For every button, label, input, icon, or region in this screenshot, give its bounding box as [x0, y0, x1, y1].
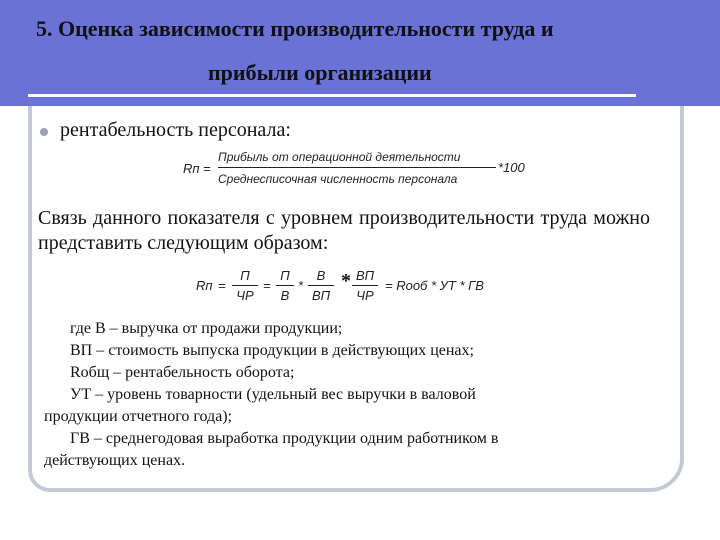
formula1-lhs: Rп — [183, 161, 200, 176]
bullet-text: рентабельность персонала: — [60, 119, 291, 141]
formula2-equals: = — [218, 278, 226, 293]
formula2-multiply-2: * — [341, 270, 351, 292]
fraction1-numerator: П — [240, 268, 250, 283]
definition-line: ГВ – среднегодовая выработка продукции одним работником в — [70, 430, 499, 447]
fraction2-numerator: П — [280, 268, 290, 283]
title-banner — [0, 0, 720, 106]
definition-line: ВП – стоимость выпуска продукции в действующих ценах; — [70, 342, 474, 359]
definition-line: Rобщ – рентабельность оборота; — [70, 364, 295, 381]
definition-line: действующих ценах. — [44, 452, 186, 469]
formula2-fraction-2 — [276, 268, 294, 303]
fraction3-denominator: ВП — [311, 288, 331, 303]
formula2-equals-2: = — [263, 278, 271, 293]
slide-title-line1: 5. Оценка зависимости производительности труда и — [36, 16, 554, 41]
slide-title-line2: прибыли организации — [208, 60, 432, 85]
formula2-fraction-4 — [352, 268, 378, 303]
definition-line: УТ – уровень товарности (удельный вес выручки в валовой — [70, 386, 476, 403]
bullet-icon — [40, 128, 48, 136]
title-underline — [28, 94, 636, 97]
formula1-denominator: Среднесписочная численность персонала — [218, 172, 458, 186]
fraction1-denominator: ЧР — [236, 288, 254, 303]
formula2-fraction-1 — [232, 268, 258, 303]
definitions-list — [44, 318, 620, 472]
fraction2-denominator: В — [280, 288, 290, 303]
formula2-lhs: Rп — [196, 278, 213, 293]
definition-line: где В – выручка от продажи продукции; — [70, 320, 343, 337]
fraction3-numerator: В — [316, 268, 326, 283]
formula2-fraction-3 — [308, 268, 334, 303]
formula1-equals: = — [203, 161, 211, 176]
formula1-fraction-bar — [218, 167, 496, 168]
fraction4-numerator: ВП — [355, 268, 375, 283]
formula2-multiply-1: * — [298, 278, 304, 293]
paragraph-text: Связь данного показателя с уровнем производительности труда можно представить следующим образом: — [38, 207, 650, 254]
formula1-multiplier: *100 — [498, 160, 525, 175]
formula2-rhs: = Rооб * УТ * ГВ — [385, 278, 484, 293]
formula1-numerator: Прибыль от операционной деятельности — [218, 150, 461, 164]
fraction4-denominator: ЧР — [356, 288, 374, 303]
definition-line: продукции отчетного года); — [44, 408, 233, 425]
